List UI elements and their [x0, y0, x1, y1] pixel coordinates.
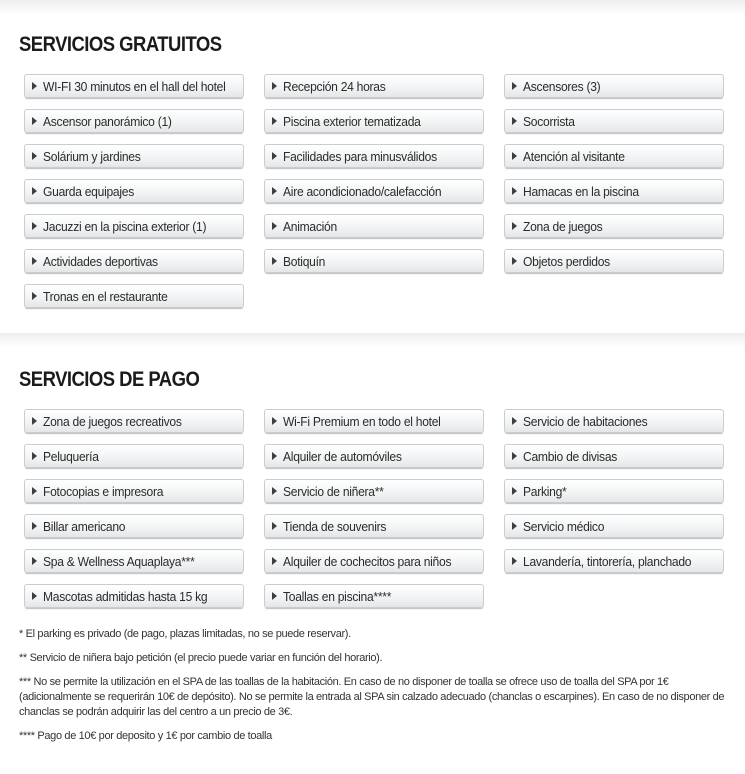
- chevron-right-icon: [32, 592, 37, 600]
- section-divider-shadow: [0, 333, 745, 347]
- chevron-right-icon: [512, 557, 517, 565]
- service-item-label: Cambio de divisas: [523, 448, 618, 464]
- footnotes: [19, 627, 729, 753]
- chevron-right-icon: [512, 487, 517, 495]
- service-item-label: Ascensores (3): [523, 78, 601, 94]
- service-item-label: Socorrista: [523, 113, 575, 129]
- service-item[interactable]: [264, 179, 484, 203]
- service-item-label: Botiquín: [283, 253, 326, 269]
- service-item[interactable]: [504, 409, 724, 433]
- service-item-label: Hamacas en la piscina: [523, 183, 639, 199]
- service-item[interactable]: [504, 444, 724, 468]
- service-item[interactable]: [264, 549, 484, 573]
- chevron-right-icon: [32, 557, 37, 565]
- service-item[interactable]: [264, 409, 484, 433]
- service-item[interactable]: [264, 74, 484, 98]
- chevron-right-icon: [512, 522, 517, 530]
- service-item-label: Tronas en el restaurante: [43, 288, 168, 304]
- service-item[interactable]: [264, 514, 484, 538]
- chevron-right-icon: [272, 452, 277, 460]
- chevron-right-icon: [512, 187, 517, 195]
- chevron-right-icon: [512, 117, 517, 125]
- service-item[interactable]: [264, 109, 484, 133]
- service-item[interactable]: [24, 549, 244, 573]
- service-item[interactable]: [504, 214, 724, 238]
- chevron-right-icon: [32, 452, 37, 460]
- service-item[interactable]: [504, 74, 724, 98]
- service-item[interactable]: [504, 144, 724, 168]
- chevron-right-icon: [512, 222, 517, 230]
- service-item-label: Alquiler de automóviles: [283, 448, 402, 464]
- service-item[interactable]: [504, 479, 724, 503]
- chevron-right-icon: [272, 522, 277, 530]
- service-item[interactable]: [264, 214, 484, 238]
- service-item-label: Objetos perdidos: [523, 253, 610, 269]
- service-item[interactable]: [504, 514, 724, 538]
- chevron-right-icon: [512, 452, 517, 460]
- service-item-label: Alquiler de cochecitos para niños: [283, 553, 452, 569]
- footnote: * El parking es privado (de pago, plazas limitadas, no se puede reservar).: [19, 628, 351, 640]
- service-item-label: Spa & Wellness Aquaplaya***: [43, 553, 195, 569]
- chevron-right-icon: [32, 522, 37, 530]
- service-item[interactable]: [264, 249, 484, 273]
- service-item-label: Zona de juegos recreativos: [43, 413, 182, 429]
- service-item-label: Zona de juegos: [523, 218, 603, 234]
- service-item-label: WI-FI 30 minutos en el hall del hotel: [43, 78, 226, 94]
- service-item[interactable]: [264, 444, 484, 468]
- service-item-label: Aire acondicionado/calefacción: [283, 183, 442, 199]
- service-item[interactable]: [504, 179, 724, 203]
- service-item-label: Actividades deportivas: [43, 253, 158, 269]
- service-item-label: Servicio de habitaciones: [523, 413, 648, 429]
- service-item[interactable]: [24, 584, 244, 608]
- chevron-right-icon: [32, 487, 37, 495]
- service-item[interactable]: [24, 284, 244, 308]
- chevron-right-icon: [272, 557, 277, 565]
- chevron-right-icon: [272, 417, 277, 425]
- chevron-right-icon: [272, 257, 277, 265]
- service-item[interactable]: [24, 109, 244, 133]
- service-item[interactable]: [24, 179, 244, 203]
- service-item[interactable]: [24, 479, 244, 503]
- service-item-label: Solárium y jardines: [43, 148, 141, 164]
- service-item-label: Fotocopias e impresora: [43, 483, 164, 499]
- service-item[interactable]: [504, 109, 724, 133]
- chevron-right-icon: [32, 292, 37, 300]
- service-item-label: Animación: [283, 218, 337, 234]
- service-item-label: Jacuzzi en la piscina exterior (1): [43, 218, 207, 234]
- chevron-right-icon: [32, 82, 37, 90]
- service-item-label: Servicio de niñera**: [283, 483, 384, 499]
- chevron-right-icon: [272, 82, 277, 90]
- service-item-label: Servicio médico: [523, 518, 605, 534]
- service-item[interactable]: [264, 144, 484, 168]
- service-item[interactable]: [24, 144, 244, 168]
- chevron-right-icon: [32, 417, 37, 425]
- chevron-right-icon: [272, 152, 277, 160]
- service-item-label: Lavandería, tintorería, planchado: [523, 553, 692, 569]
- service-item[interactable]: [24, 409, 244, 433]
- chevron-right-icon: [32, 117, 37, 125]
- service-item[interactable]: [24, 249, 244, 273]
- service-item-label: Guarda equipajes: [43, 183, 134, 199]
- footnote: *** No se permite la utilización en el SPA de las toallas de la habitación. En caso de no disponer de toalla se ofrece uso de toalla del SPA por 1€ (adicionalmente se requerirán 10€ de depósito). No se permite la entrada al SPA sin calzado adecuado (chanclas o escarpines). En caso de no disponer de chanclas se podrán adquirir las del centro a un precio de 3€.: [19, 676, 725, 718]
- chevron-right-icon: [32, 152, 37, 160]
- chevron-right-icon: [32, 222, 37, 230]
- service-item-label: Toallas en piscina****: [283, 588, 392, 604]
- service-item-label: Atención al visitante: [523, 148, 625, 164]
- service-item-label: Facilidades para minusválidos: [283, 148, 437, 164]
- service-item[interactable]: [24, 444, 244, 468]
- chevron-right-icon: [272, 117, 277, 125]
- chevron-right-icon: [272, 222, 277, 230]
- service-item-label: Peluquería: [43, 448, 99, 464]
- footnote: ** Servicio de niñera bajo petición (el precio puede variar en función del horario).: [19, 652, 383, 664]
- service-item-label: Tienda de souvenirs: [283, 518, 387, 534]
- chevron-right-icon: [512, 152, 517, 160]
- service-item[interactable]: [24, 514, 244, 538]
- service-item-label: Parking*: [523, 483, 567, 499]
- paid-services-title: SERVICIOS DE PAGO: [19, 368, 200, 391]
- service-item[interactable]: [504, 249, 724, 273]
- service-item[interactable]: [24, 74, 244, 98]
- service-item-label: Wi-Fi Premium en todo el hotel: [283, 413, 441, 429]
- service-item-label: Piscina exterior tematizada: [283, 113, 421, 129]
- chevron-right-icon: [512, 82, 517, 90]
- footnote: **** Pago de 10€ por deposito y 1€ por cambio de toalla: [19, 730, 272, 742]
- free-services-title: SERVICIOS GRATUITOS: [19, 33, 222, 56]
- chevron-right-icon: [272, 187, 277, 195]
- service-item-label: Recepción 24 horas: [283, 78, 386, 94]
- chevron-right-icon: [32, 187, 37, 195]
- service-item[interactable]: [504, 549, 724, 573]
- chevron-right-icon: [272, 487, 277, 495]
- chevron-right-icon: [512, 257, 517, 265]
- top-shadow: [0, 0, 745, 14]
- service-item[interactable]: [24, 214, 244, 238]
- service-item[interactable]: [264, 479, 484, 503]
- service-item-label: Billar americano: [43, 518, 126, 534]
- service-item-label: Mascotas admitidas hasta 15 kg: [43, 588, 208, 604]
- service-item-label: Ascensor panorámico (1): [43, 113, 172, 129]
- chevron-right-icon: [32, 257, 37, 265]
- chevron-right-icon: [512, 417, 517, 425]
- service-item[interactable]: [264, 584, 484, 608]
- chevron-right-icon: [272, 592, 277, 600]
